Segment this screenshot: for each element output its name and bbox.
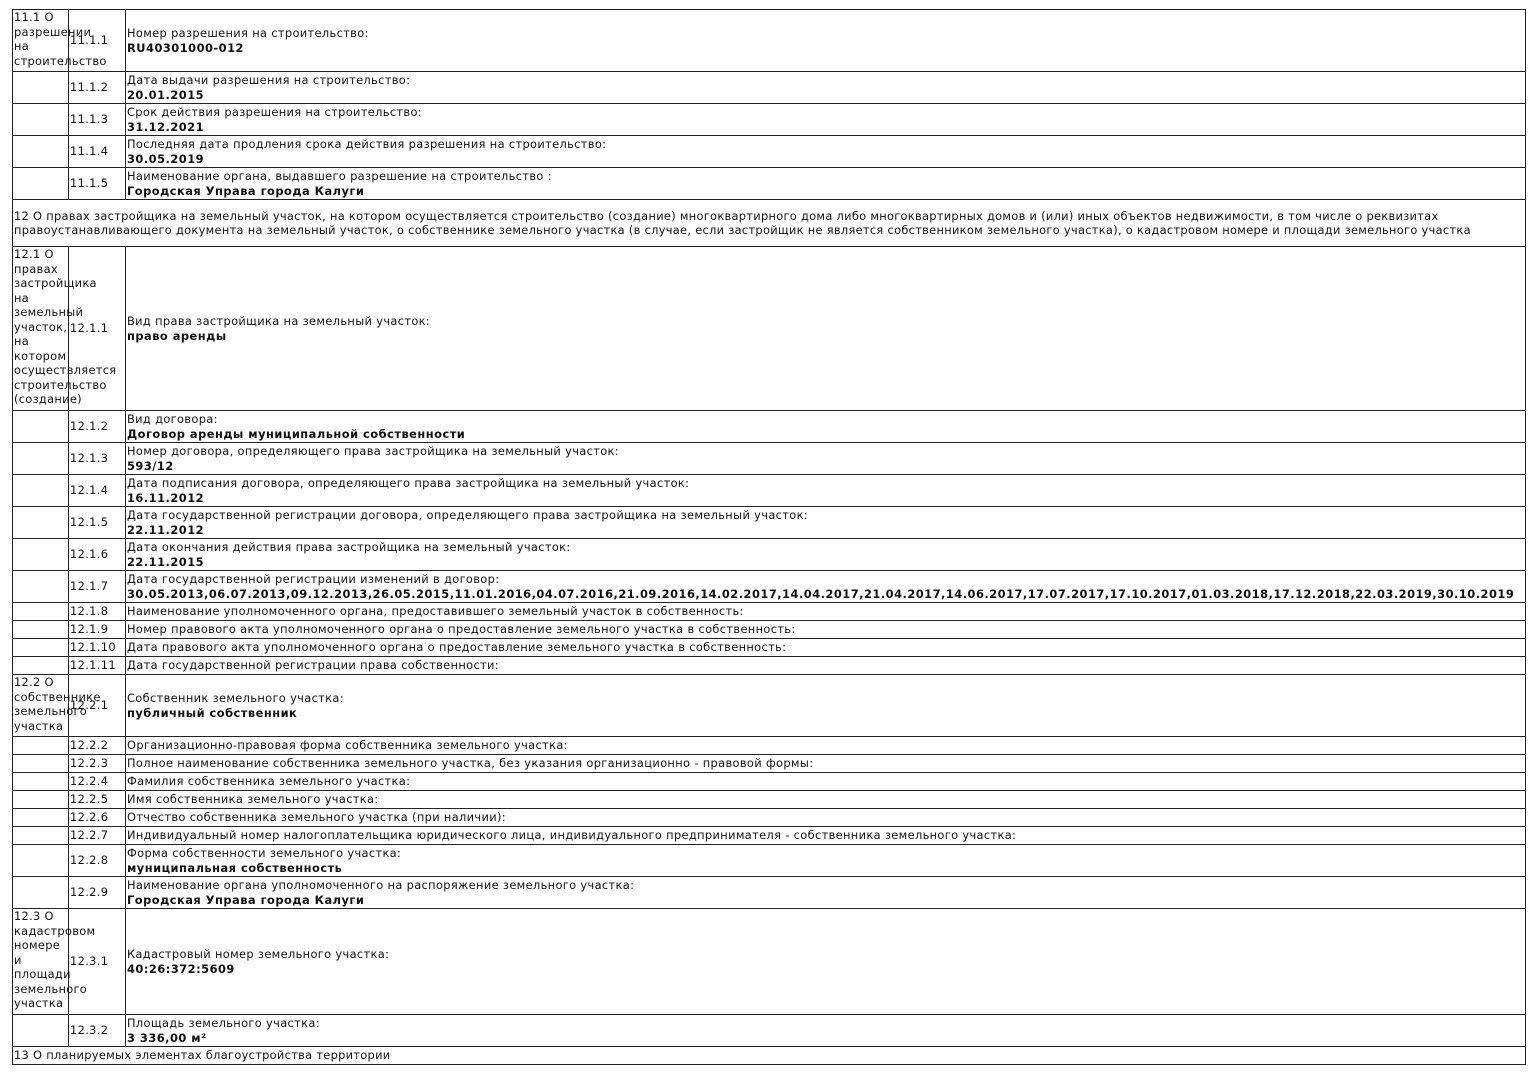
- item-value: 31.12.2021: [127, 119, 205, 134]
- item-number: 12.2.3: [69, 755, 126, 773]
- item-label: Форма собственности земельного участка:: [127, 846, 402, 860]
- subsection-title: [13, 168, 69, 200]
- item-content: [126, 1015, 1526, 1047]
- table-row: [13, 773, 1526, 791]
- table-row: [13, 755, 1526, 773]
- item-content: [126, 247, 1526, 411]
- table-row: [13, 737, 1526, 755]
- declaration-table-body: [13, 10, 1526, 1065]
- item-number: 12.1.7: [69, 571, 126, 603]
- table-row: [13, 639, 1526, 657]
- item-value: муниципальная собственность: [127, 860, 343, 875]
- subsection-title: [13, 411, 69, 443]
- table-row: [13, 10, 1526, 72]
- table-row: [13, 657, 1526, 675]
- item-label: Номер разрешения на строительство:: [127, 26, 369, 40]
- item-content: [126, 411, 1526, 443]
- item-content: [126, 72, 1526, 104]
- item-content: [126, 10, 1526, 72]
- item-number: 12.2.2: [69, 737, 126, 755]
- declaration-table: [12, 9, 1526, 1065]
- item-label: Фамилия собственника земельного участка:: [127, 774, 411, 789]
- item-value: 3 336,00 м²: [127, 1030, 207, 1045]
- item-label: Дата государственной регистрации права собственности:: [127, 658, 499, 673]
- item-content: [126, 909, 1526, 1015]
- item-content: [126, 621, 1526, 639]
- item-value: право аренды: [127, 328, 227, 343]
- item-number: 12.2.4: [69, 773, 126, 791]
- item-label: Наименование органа, выдавшего разрешение на строительство :: [127, 169, 552, 183]
- item-content: [126, 737, 1526, 755]
- subsection-title: [13, 791, 69, 809]
- subsection-title: [13, 773, 69, 791]
- item-label: Номер договора, определяющего права застройщика на земельный участок:: [127, 444, 619, 458]
- subsection-title: [13, 845, 69, 877]
- item-content: [126, 603, 1526, 621]
- item-number: 12.1.8: [69, 603, 126, 621]
- item-value: публичный собственник: [127, 705, 298, 720]
- table-row: [13, 539, 1526, 571]
- subsection-title: [13, 136, 69, 168]
- item-label: Дата правового акта уполномоченного органа о предоставление земельного участка в собственность:: [127, 640, 787, 655]
- item-label: Номер правового акта уполномоченного органа о предоставление земельного участка в собственность:: [127, 622, 796, 637]
- item-label: Организационно-правовая форма собственника земельного участка:: [127, 738, 568, 753]
- subsection-title: 12.2 О собственнике земельного участка: [13, 675, 69, 737]
- section-header-row: [13, 200, 1526, 247]
- item-label: Кадастровый номер земельного участка:: [127, 947, 390, 961]
- subsection-title: [13, 639, 69, 657]
- item-number: 11.1.2: [69, 72, 126, 104]
- subsection-title: [13, 737, 69, 755]
- table-row: [13, 603, 1526, 621]
- table-row: [13, 571, 1526, 603]
- subsection-title: 11.1 О разрешении на строительство: [13, 10, 69, 72]
- item-content: [126, 657, 1526, 675]
- item-number: 12.1.5: [69, 507, 126, 539]
- item-label: Дата выдачи разрешения на строительство:: [127, 73, 411, 87]
- subsection-title: [13, 877, 69, 909]
- item-value: Городская Управа города Калуги: [127, 183, 365, 198]
- subsection-title: 12.3 О кадастровом номере и площади земельного участка: [13, 909, 69, 1015]
- item-value: 593/12: [127, 458, 174, 473]
- table-row: [13, 621, 1526, 639]
- table-row: [13, 72, 1526, 104]
- table-row: [13, 791, 1526, 809]
- item-value: RU40301000-012: [127, 40, 244, 55]
- item-number: 12.1.10: [69, 639, 126, 657]
- item-number: 12.1.1: [69, 247, 126, 411]
- item-number: 12.2.6: [69, 809, 126, 827]
- subsection-title: [13, 72, 69, 104]
- subsection-title: [13, 603, 69, 621]
- item-number: 12.1.2: [69, 411, 126, 443]
- subsection-title: [13, 571, 69, 603]
- item-value: 22.11.2012: [127, 522, 205, 537]
- item-label: Срок действия разрешения на строительство:: [127, 105, 422, 119]
- table-row: [13, 136, 1526, 168]
- item-content: [126, 675, 1526, 737]
- item-label: Имя собственника земельного участка:: [127, 792, 379, 807]
- item-content: [126, 507, 1526, 539]
- subsection-title: [13, 443, 69, 475]
- item-label: Вид договора:: [127, 412, 218, 426]
- item-label: Наименование органа уполномоченного на распоряжение земельного участка:: [127, 878, 635, 892]
- table-row: [13, 247, 1526, 411]
- subsection-title: [13, 827, 69, 845]
- item-number: 12.2.1: [69, 675, 126, 737]
- item-number: 12.1.6: [69, 539, 126, 571]
- table-row: [13, 809, 1526, 827]
- table-row: [13, 877, 1526, 909]
- item-value: 22.11.2015: [127, 554, 205, 569]
- item-content: [126, 773, 1526, 791]
- item-number: 11.1.3: [69, 104, 126, 136]
- item-content: [126, 136, 1526, 168]
- item-label: Отчество собственника земельного участка (при наличии):: [127, 810, 506, 825]
- item-content: [126, 168, 1526, 200]
- subsection-title: [13, 104, 69, 136]
- table-row: [13, 411, 1526, 443]
- table-row: [13, 1015, 1526, 1047]
- item-content: [126, 827, 1526, 845]
- item-number: 12.2.5: [69, 791, 126, 809]
- item-value: 40:26:372:5609: [127, 961, 235, 976]
- item-label: Наименование уполномоченного органа, предоставившего земельный участок в собственность:: [127, 604, 744, 619]
- item-value: 30.05.2019: [127, 151, 205, 166]
- item-label: Дата государственной регистрации изменений в договор:: [127, 572, 500, 586]
- item-content: [126, 104, 1526, 136]
- item-label: Полное наименование собственника земельного участка, без указания организационно - правовой формы:: [127, 756, 814, 771]
- item-label: Индивидуальный номер налогоплательщика юридического лица, индивидуального предпринимателя - собственника земельного участка:: [127, 828, 1017, 843]
- subsection-title: 12.1 О правах застройщика на земельный участок, на котором осуществляется строительство (создание): [13, 247, 69, 411]
- subsection-title: [13, 755, 69, 773]
- item-label: Вид права застройщика на земельный участок:: [127, 314, 431, 328]
- item-content: [126, 639, 1526, 657]
- item-label: Площадь земельного участка:: [127, 1016, 320, 1030]
- item-content: [126, 845, 1526, 877]
- table-row: [13, 104, 1526, 136]
- item-value: 16.11.2012: [127, 490, 205, 505]
- subsection-title: [13, 1015, 69, 1047]
- section-header-text: 13 О планируемых элементах благоустройства территории: [13, 1047, 1526, 1065]
- item-number: 12.1.4: [69, 475, 126, 507]
- table-row: [13, 675, 1526, 737]
- item-label: Дата окончания действия права застройщика на земельный участок:: [127, 540, 571, 554]
- subsection-title: [13, 657, 69, 675]
- item-value: 30.05.2013,06.07.2013,09.12.2013,26.05.2015,11.01.2016,04.07.2016,21.09.2016,14.02.2017,14.04.2017,21.04.2017,14.06.2017,17.07.2017,17.10.2017,01.03.2018,17.12.2018,22.03.2019,30.10.2019: [127, 586, 1515, 601]
- item-number: 12.3.1: [69, 909, 126, 1015]
- item-label: Собственник земельного участка:: [127, 691, 344, 705]
- item-number: 12.3.2: [69, 1015, 126, 1047]
- item-content: [126, 571, 1526, 603]
- table-row: [13, 827, 1526, 845]
- table-row: [13, 168, 1526, 200]
- item-content: [126, 755, 1526, 773]
- item-content: [126, 443, 1526, 475]
- section-header-row: [13, 1047, 1526, 1065]
- item-label: Последняя дата продления срока действия разрешения на строительство:: [127, 137, 607, 151]
- item-number: 11.1.5: [69, 168, 126, 200]
- item-number: 12.1.9: [69, 621, 126, 639]
- item-number: 12.2.9: [69, 877, 126, 909]
- item-number: 11.1.1: [69, 10, 126, 72]
- table-row: [13, 475, 1526, 507]
- item-label: Дата государственной регистрации договора, определяющего права застройщика на земельный участок:: [127, 508, 809, 522]
- subsection-title: [13, 621, 69, 639]
- item-content: [126, 791, 1526, 809]
- subsection-title: [13, 507, 69, 539]
- table-row: [13, 909, 1526, 1015]
- item-content: [126, 539, 1526, 571]
- item-content: [126, 809, 1526, 827]
- subsection-title: [13, 475, 69, 507]
- item-number: 11.1.4: [69, 136, 126, 168]
- table-row: [13, 845, 1526, 877]
- item-number: 12.1.11: [69, 657, 126, 675]
- item-content: [126, 475, 1526, 507]
- item-number: 12.2.8: [69, 845, 126, 877]
- subsection-title: [13, 539, 69, 571]
- section-header-text: 12 О правах застройщика на земельный участок, на котором осуществляется строительство (создание) многоквартирного дома либо многоквартирных домов и (или) иных объектов недвижимости, в том числе о реквизитах правоустанавливающего документа на земельный участок, о собственнике земельного участка (в случае, если застройщик не является собственником земельного участка), о кадастровом номере и площади земельного участка: [13, 200, 1526, 247]
- table-row: [13, 443, 1526, 475]
- item-label: Дата подписания договора, определяющего права застройщика на земельный участок:: [127, 476, 690, 490]
- table-row: [13, 507, 1526, 539]
- item-number: 12.1.3: [69, 443, 126, 475]
- subsection-title: [13, 809, 69, 827]
- item-value: Договор аренды муниципальной собственности: [127, 426, 466, 441]
- item-number: 12.2.7: [69, 827, 126, 845]
- item-content: [126, 877, 1526, 909]
- item-value: Городская Управа города Калуги: [127, 892, 365, 907]
- item-value: 20.01.2015: [127, 87, 205, 102]
